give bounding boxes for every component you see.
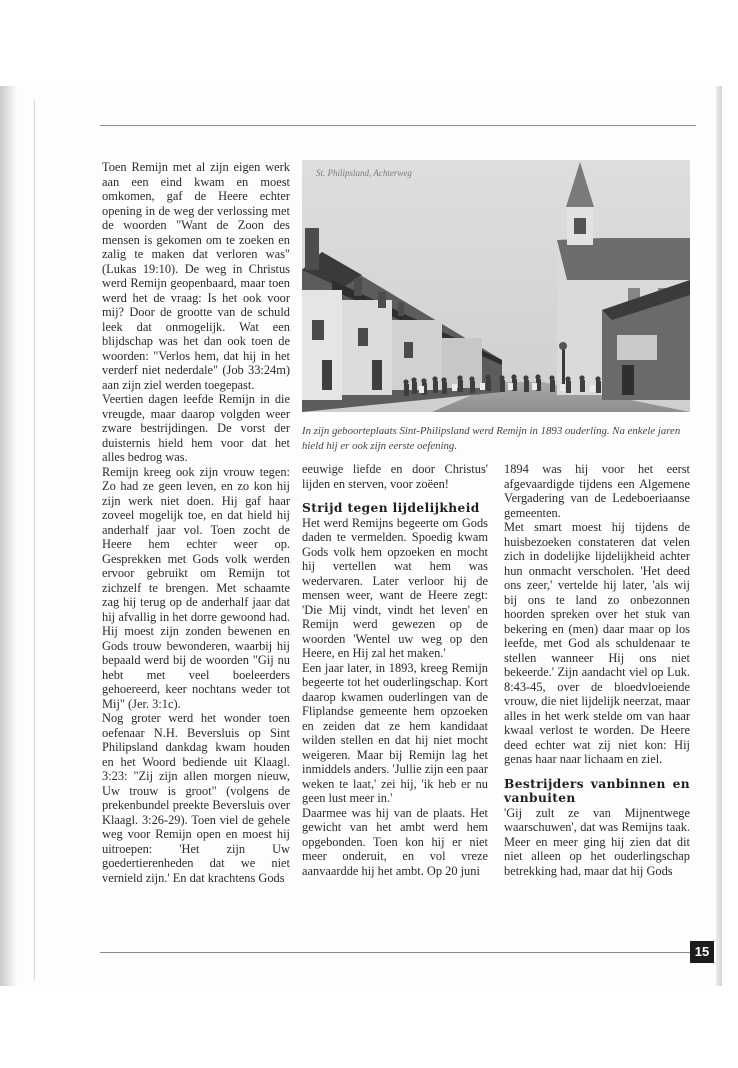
paragraph: Een jaar later, in 1893, kreeg Remijn begeerte tot het ouderlingschap. Kort daarop kwamen ouderlingen van de Fliplandse gemeente hem opzoeken en zeiden dat ze hem kandidaat wilden stellen en dat hij niet mocht weigeren. Maar bij Remijn lag het inmiddels anders. 'Jullie zijn een paar weken te laat,' zei hij, 'ik heb er nu geen lust meer in.' [302, 660, 488, 805]
paragraph: Het werd Remijns begeerte om Gods daden te vermelden. Spoedig kwam Gods volk hem opzoeken en mocht hij vertellen wat hem was wedervaren. Later verloor hij de mensen weer, want de Heere zegt: 'Die Mij vindt, vindt het leven' en Remijn werd gewezen op de woorden 'Wentel uw weg op den Heere, en Hij zal het maken.' [302, 515, 488, 660]
text-column-3 [504, 462, 690, 878]
street-scene-illustration [302, 160, 690, 412]
paragraph: Met smart moest hij tijdens de huisbezoeken constateren dat velen zich in dodelijke lijdelijkheid achter hun onmacht verscholen. 'Het deed ons zeer,' vertelde hij later, 'als wij bij ons te land zo onbezonnen hoorden spreken over het stuk van bekering en (men) daar maar op los leefde, met God als schuldenaar te stellen wanneer Hij ons niet bekeerde.' Zijn aandacht viel op Luk. 8:43-45, over de bloedvloeiende vrouw, die niet lijdelijk neerzat, maar alles in het werk stelde om van haar kwaal verlost te worden. De Heere deed echter wat zij niet kon: Hij genas haar naar lichaam en ziel. [504, 520, 690, 766]
page-number: 15 [690, 941, 714, 963]
page-edge [716, 86, 722, 986]
top-rule [100, 125, 696, 126]
section-heading: Strijd tegen lijdelijkheid [302, 501, 480, 515]
paragraph: 1894 was hij voor het eerst afgevaardigde tijdens een Algemene Vergadering van de Ledeboeriaanse gemeenten. [504, 462, 690, 520]
paragraph: Remijn kreeg ook zijn vrouw tegen: Zo had ze geen leven, en zo kon hij zijn werk niet doen. Hij gaf haar zoveel mogelijk toe, en dat hield hij anderhalf jaar vol. Toen zocht de Heere hem echter weer op. Gesprekken met Gods volk werden ervoor gebruikt om Remijn tot zichzelf te brengen. Met schaamte zag hij terug op de anderhalf jaar dat hij afvallig in het dorre gewoond had. Hij moest zijn zonden bewenen en Gods trouw bewonderen, waarbij hij bepaald werd bij de woorden "Gij nu hebt met veel boeleerders gehoereerd, keer nochtans weder tot Mij" (Jer. 3:1c). [102, 464, 290, 711]
paragraph: eeuwige liefde en door Christus' lijden en sterven, voor zoëen! [302, 462, 488, 491]
paragraph: Toen Remijn met al zijn eigen werk aan een eind kwam en moest omkomen, gaf de Heere echter opening in de weg der verlossing met de woorden "Want de Zoon des mensen is gekomen om te zoeken en zalig te maken dat verloren was" (Lukas 19:10). De weg in Christus werd Remijn geopenbaard, maar toen werd het de vraag: Is het ook voor mij? Door de grootte van de schuld leek dat onmogelijk. Wat een blijdschap was het dan ook toen de woorden: "Verlos hem, dat hij in het verderf niet nederdale" (Job 33:24m) aan zijn ziel werden toegepast. [102, 160, 290, 392]
bottom-rule [100, 952, 690, 953]
paragraph: Daarmee was hij van de plaats. Het gewicht van het ambt werd hem opgebonden. Toen kon hij er niet meer onderuit, en vol vreze aanvaardde hij het ambt. Op 20 juni [302, 805, 488, 878]
photo-caption: In zijn geboorteplaats Sint-Philipsland werd Remijn in 1893 ouderling. Na enkele jaren hield hij er ook zijn eerste oefening. [302, 425, 681, 452]
paragraph: Veertien dagen leefde Remijn in die vreugde, maar daarop volgden weer zware bestrijdingen. De vorst der duisternis hield hem voor dat het alles bedrog was. [102, 392, 290, 464]
binding-edge [34, 100, 35, 980]
text-column-2 [302, 462, 488, 878]
text-column-1 [102, 160, 290, 885]
historical-photo [302, 160, 690, 412]
paragraph: Nog groter werd het wonder toen oefenaar N.H. Beversluis op Sint Philipsland dankdag kwam houden en het Woord bediende uit Klaagl. 3:23: "Zij zijn allen morgen nieuw, Uw trouw is groot" (volgens de prekenbundel preekte Beversluis over Klaagl. 3:26-29). Toen viel de gehele weg voor Remijn open en moest hij uitroepen: 'Het zijn Uw goedertierenheden dat we niet vernield zijn.' En dat krachtens Gods [102, 711, 290, 885]
scan-shadow [0, 86, 18, 986]
section-heading: Bestrijders vanbinnen en vanbuiten [504, 776, 690, 805]
paragraph: 'Gij zult ze van Mijnentwege waarschuwen', dat was Remijns taak. Meer en meer ging hij zien dat dit niet alleen op het ouderlingschap betrekking had, maar dat hij Gods [504, 805, 690, 878]
photo-label: St. Philipsland, Achterweg [316, 168, 412, 178]
